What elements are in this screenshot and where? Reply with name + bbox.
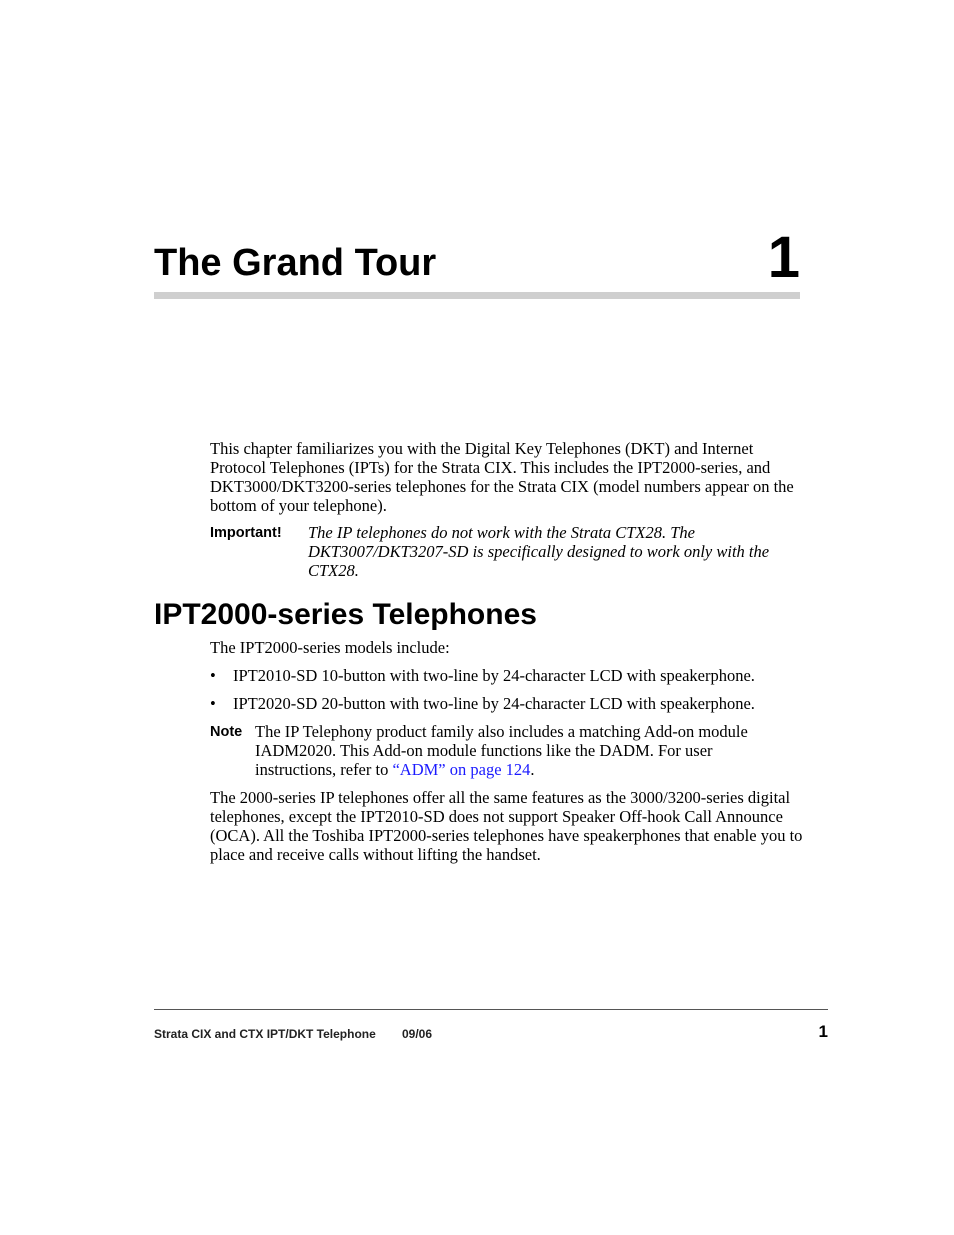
note-text-before: The IP Telephony product family also includes a matching Add-on module IADM2020. This Add-on module functions like the DADM. For user instructions, refer to (255, 722, 748, 779)
list-item-text: IPT2020-SD 20-button with two-line by 24-character LCD with speakerphone. (233, 694, 755, 713)
bullet-icon: • (210, 666, 216, 685)
footer-title: Strata CIX and CTX IPT/DKT Telephone (154, 1027, 376, 1041)
footer-date: 09/06 (402, 1027, 433, 1041)
section-heading: IPT2000-series Telephones (154, 598, 537, 631)
page-number: 1 (818, 1022, 828, 1041)
intro-paragraph: This chapter familiarizes you with the Digital Key Telephones (DKT) and Internet Protocol Telephones (IPTs) for the Strata CIX. This includes the IPT2000-series, and DKT3000/DKT3200-series telephones for the Strata CIX (model numbers appear on the bottom of your telephone). (210, 439, 794, 515)
footer-rule (154, 1009, 828, 1010)
section-intro: The IPT2000-series models include: (210, 638, 450, 657)
chapter-number: 1 (767, 225, 800, 290)
important-label: Important! (210, 525, 282, 541)
list-item-text: IPT2010-SD 10-button with two-line by 24-character LCD with speakerphone. (233, 666, 755, 685)
adm-page-link[interactable]: “ADM” on page 124 (392, 760, 531, 779)
title-rule (154, 292, 800, 299)
note-text-after: . (530, 760, 535, 779)
chapter-title: The Grand Tour (154, 242, 437, 284)
bullet-icon: • (210, 694, 216, 713)
note-label: Note (210, 724, 243, 740)
important-text: The IP telephones do not work with the Strata CTX28. The DKT3007/DKT3207-SD is specifically designed to work only with the CTX28. (308, 523, 770, 580)
closing-paragraph: The 2000-series IP telephones offer all the same features as the 3000/3200-series digital telephones, except the IPT2010-SD does not support Speaker Off-hook Call Announce (OCA). All the Toshiba IPT2000-series telephones have speakerphones that enable you to place and receive calls without lifting the handset. (210, 788, 803, 864)
note-text (255, 722, 795, 779)
